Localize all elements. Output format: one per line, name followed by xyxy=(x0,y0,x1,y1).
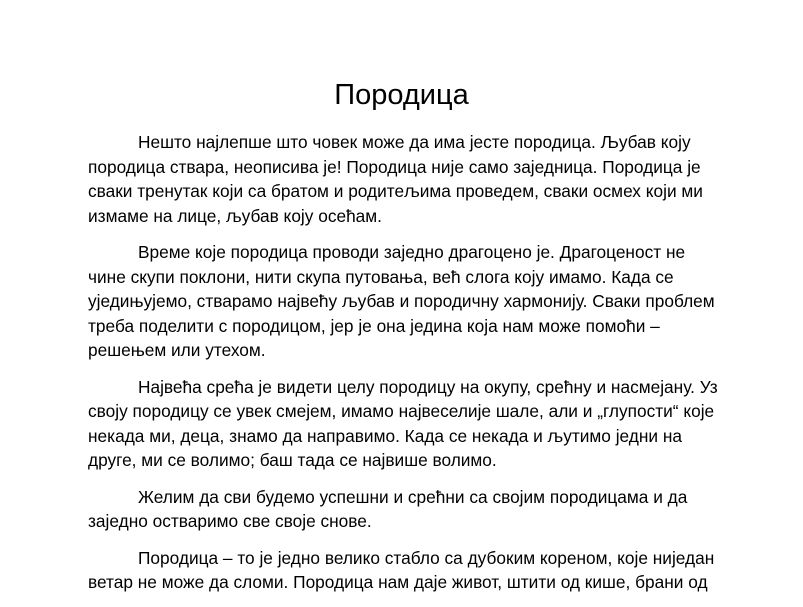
paragraph-line: Време које породица проводи заједно драгоцено је. Драгоценост не xyxy=(138,242,686,262)
paragraph-line: решењем или утехом. xyxy=(88,340,266,360)
document-body xyxy=(88,130,728,607)
paragraph-3 xyxy=(88,375,728,473)
paragraph-line: заједно остваримо све своје снове. xyxy=(88,511,372,531)
paragraph-line: некада ми, деца, знамо да направимо. Када се некада и љутимо једни на xyxy=(88,425,683,446)
paragraph-2 xyxy=(88,240,728,363)
paragraph-5 xyxy=(88,546,728,595)
paragraph-1 xyxy=(88,130,728,228)
paragraph-line: треба поделити с породицом, јер је она једина која нам може помоћи – xyxy=(88,315,660,336)
paragraph-line: Нешто најлепше што човек може да има јесте породица. Љубав коју xyxy=(138,132,691,152)
paragraph-line: друге, ми се волимо; баш тада се највише волимо. xyxy=(88,450,497,470)
paragraph-line: своју породицу се увек смејем, имамо највеселије шале, али и „глупости“ које xyxy=(88,401,715,421)
paragraph-line: породица ствара, неописива је! Породица није само заједница. Породица је xyxy=(88,156,701,177)
paragraph-line: уједињујемо, стварамо највећу љубав и породичну хармонију. Сваки проблем xyxy=(88,291,715,311)
document-title: Породица xyxy=(334,79,469,111)
paragraph-line: чине скупи поклони, нити скупа путовања, већ слога коју имамо. Када се xyxy=(88,266,674,287)
paragraph-line: Породица – то је једно велико стабло са дубоким кореном, које ниједан xyxy=(138,547,715,568)
paragraph-line: Највећа срећа је видети целу породицу на окупу, срећну и насмејану. Уз xyxy=(138,376,718,397)
paragraph-line: Желим да сви будемо успешни и срећни са својим породицама и да xyxy=(138,486,688,507)
paragraph-4 xyxy=(88,485,728,534)
paragraph-line: ветар не може да сломи. Породица нам даје живот, штити од кише, брани од xyxy=(88,572,708,592)
paragraph-line: измаме на лице, љубав коју осећам. xyxy=(88,205,382,226)
paragraph-line: сваки тренутак који са братом и родитељима проведем, сваки осмех који ми xyxy=(88,181,703,201)
